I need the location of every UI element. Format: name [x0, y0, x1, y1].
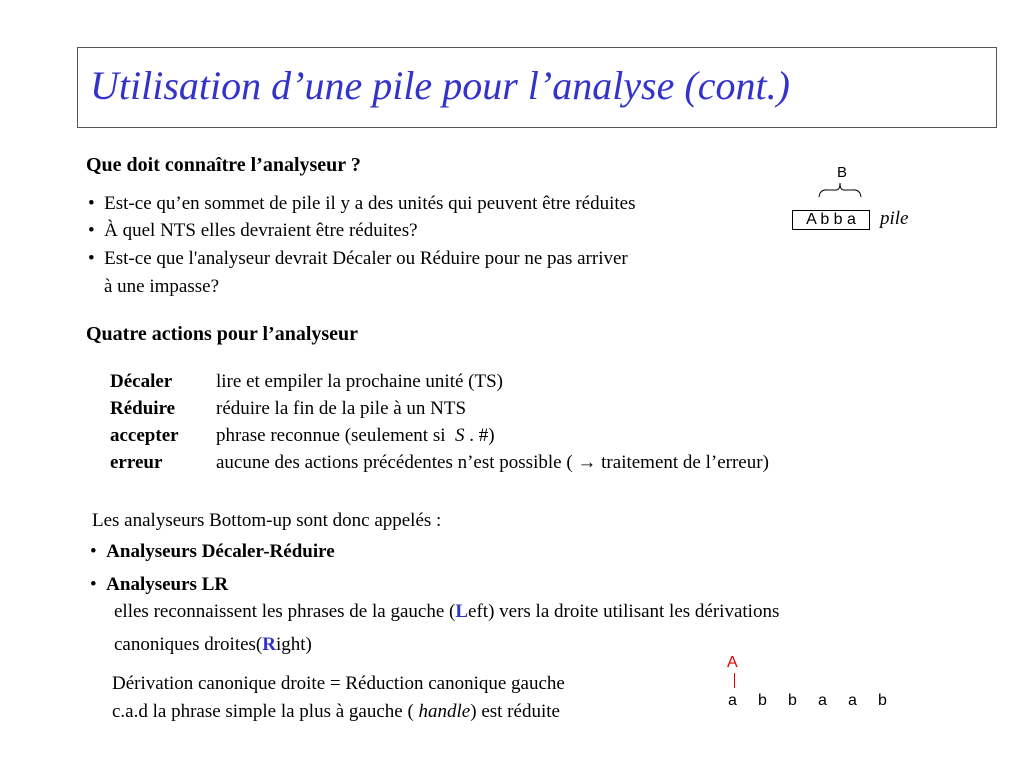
sequence-symbol: b [878, 692, 887, 709]
lr-line-1-post: eft) vers la droite utilisant les dérivations [468, 601, 780, 622]
slide-title: Utilisation d’une pile pour l’analyse (cont.) [90, 63, 790, 108]
section2-heading: Quatre actions pour l’analyseur [86, 323, 359, 345]
derivation-line-2-pre: c.a.d la phrase simple la plus à gauche ( [112, 701, 414, 722]
lr-line-2-post: ight) [276, 634, 312, 655]
title-box [77, 47, 997, 128]
bullet-2-text: À quel NTS elles devraient être réduites? [104, 220, 418, 241]
accepter-symbol: S [455, 425, 465, 446]
arrow-right-icon: → [577, 452, 597, 473]
stack-box: A b b a [792, 210, 870, 230]
sequence-link-line [734, 673, 735, 688]
action-name-erreur: erreur [110, 452, 163, 473]
stack-top-symbol: B [837, 164, 848, 181]
stack-label: pile [880, 208, 909, 229]
action-name-accepter: accepter [110, 425, 179, 446]
lr-line-1-pre: elles reconnaissent les phrases de la gauche ( [114, 601, 456, 622]
lr-line-2 [114, 634, 312, 656]
lr-line-1 [114, 601, 779, 623]
item-shift-reduce-text: Analyseurs Décaler-Réduire [106, 541, 335, 562]
action-name-reduire: Réduire [110, 398, 176, 419]
bullet-3-text: Est-ce que l'analyseur devrait Décaler ou Réduire pour ne pas arriver [104, 248, 628, 269]
sequence-symbol: a [728, 692, 737, 709]
bullet-1: • Est-ce qu’en sommet de pile il y a des unités qui peuvent être réduites [88, 193, 636, 214]
lr-letter-l: L [455, 601, 469, 622]
sequence-top-symbol: A [727, 654, 738, 671]
bullet-3-cont: à une impasse? [104, 276, 220, 297]
accepter-desc-pre: phrase reconnue (seulement si [216, 425, 446, 446]
item-shift-reduce: • Analyseurs Décaler-Réduire [90, 541, 335, 562]
bullet-1-text: Est-ce qu’en sommet de pile il y a des unités qui peuvent être réduites [104, 193, 636, 214]
bullet-2: • À quel NTS elles devraient être réduites? [88, 220, 418, 241]
derivation-line-1: Dérivation canonique droite = Réduction canonique gauche [112, 673, 565, 694]
sequence-symbol: a [848, 692, 857, 709]
derivation-line-2 [112, 701, 560, 723]
derivation-line-2-post: ) est réduite [470, 701, 560, 722]
action-name-decaler: Décaler [110, 371, 173, 392]
sequence-symbols [728, 692, 898, 710]
item-lr-text: Analyseurs LR [106, 574, 229, 595]
erreur-desc-post: traitement de l’erreur) [601, 452, 769, 473]
derivation-handle: handle [418, 701, 471, 722]
brace-icon [818, 181, 862, 199]
action-desc-reduire: réduire la fin de la pile à un NTS [216, 398, 467, 419]
accepter-desc-post: . #) [469, 425, 495, 446]
lr-letter-r: R [262, 634, 276, 655]
item-lr: • Analyseurs LR [90, 574, 229, 595]
bullet-3: • Est-ce que l'analyseur devrait Décaler ou Réduire pour ne pas arriver [88, 248, 628, 269]
action-desc-accepter [216, 425, 495, 447]
erreur-desc-pre: aucune des actions précédentes n’est possible ( [216, 452, 573, 473]
action-desc-erreur [216, 452, 769, 474]
sequence-symbol: b [788, 692, 797, 709]
bottomup-intro: Les analyseurs Bottom-up sont donc appelés : [92, 510, 442, 531]
sequence-symbol: b [758, 692, 767, 709]
action-desc-decaler: lire et empiler la prochaine unité (TS) [216, 371, 503, 392]
section1-heading: Que doit connaître l’analyseur ? [86, 154, 361, 176]
lr-line-2-pre: canoniques droites( [114, 634, 263, 655]
sequence-symbol: a [818, 692, 827, 709]
